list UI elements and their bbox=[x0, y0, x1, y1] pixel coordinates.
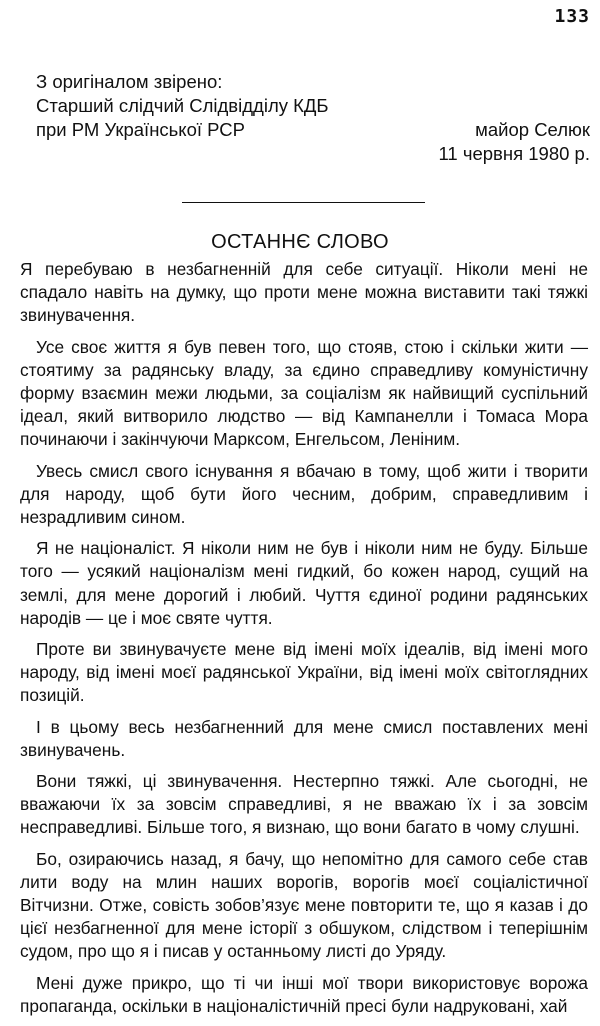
attestation-block bbox=[36, 70, 590, 166]
paragraph: Проте ви звинувачуєте мене від імені моїх ідеалів, від імені мого народу, від імені моєї радянської України, від імені моїх світоглядних позицій. bbox=[20, 639, 588, 706]
paragraph: Увесь смисл свого існування я вбачаю в тому, щоб жити і творити для народу, щоб бути його чесним, добрим, справедливим і незрадливим сином. bbox=[20, 460, 588, 528]
paragraph: Бо, озираючись назад, я бачу, що непомітно для самого себе став лити воду на млин наших ворогів, ворогів моєї соціалістичної Вітчизни. Отже, совість зобов’язує мене повторити те, що я казав і до цієї незбагненної для мене історії з обшуком, слідством і теперішнім судом, про що я і писав у останньому листі до Уряду. bbox=[20, 848, 588, 962]
attestation-line-2 bbox=[36, 94, 590, 118]
attestation-text-2: Старший слідчий Слідвідділу КДБ bbox=[36, 95, 329, 116]
paragraph: Вони тяжкі, ці звинувачення. Нестерпно тяжкі. Але сьогодні, не вважаючи їх за зовсім справедливі, я не вважаю їх і за зовсім несправедливі. Більше того, я визнаю, що вони багато в чому слушні. bbox=[20, 771, 588, 838]
attestation-line-1 bbox=[36, 70, 590, 94]
paragraph: Усе своє життя я був певен того, що стояв, стою і скільки жити — стоятиму за радянську владу, за єдино справедливу комуністичну форму взаємин межи людьми, за соціалізм як найвищий суспільний ідеал, який витворило людство — від Кампанелли і Томаса Мора починаючи і закінчуючи Марксом, Енгельсом, Леніним. bbox=[20, 336, 588, 450]
paragraph: І в цьому весь незбагненний для мене смисл поставлених мені звинувачень. bbox=[20, 716, 588, 760]
body-text bbox=[20, 258, 588, 1026]
attestation-signatory: майор Селюк bbox=[475, 119, 590, 140]
paragraph: Я перебуваю в незбагненній для себе ситуації. Ніколи мені не спадало навіть на думку, що проти мене можна виставити такі тяжкі звинувачення. bbox=[20, 259, 588, 326]
attestation-line-3 bbox=[36, 118, 590, 142]
section-title: ОСТАННЄ СЛОВО bbox=[211, 231, 389, 253]
attestation-office: при РМ Української РСР bbox=[36, 119, 246, 140]
paragraph: Мені дуже прикро, що ті чи інші мої твори використовує ворожа пропаганда, оскільки в націоналістичній пресі були надруковані, хай bbox=[20, 972, 588, 1016]
page-number: 133 bbox=[554, 6, 590, 27]
attestation-date: 11 червня 1980 р. bbox=[438, 143, 590, 164]
section-divider bbox=[182, 202, 425, 203]
paragraph: Я не націоналіст. Я ніколи ним не був і ніколи ним не буду. Більше того — усякий націоналізм мені гидкий, бо кожен народ, сущий на землі, для мене дорогий і любий. Чуття єдиної родини радянських народів — це і моє святе чуття. bbox=[20, 538, 588, 628]
attestation-text-1: З оригіналом звірено: bbox=[36, 71, 223, 92]
attestation-line-4 bbox=[36, 142, 590, 166]
